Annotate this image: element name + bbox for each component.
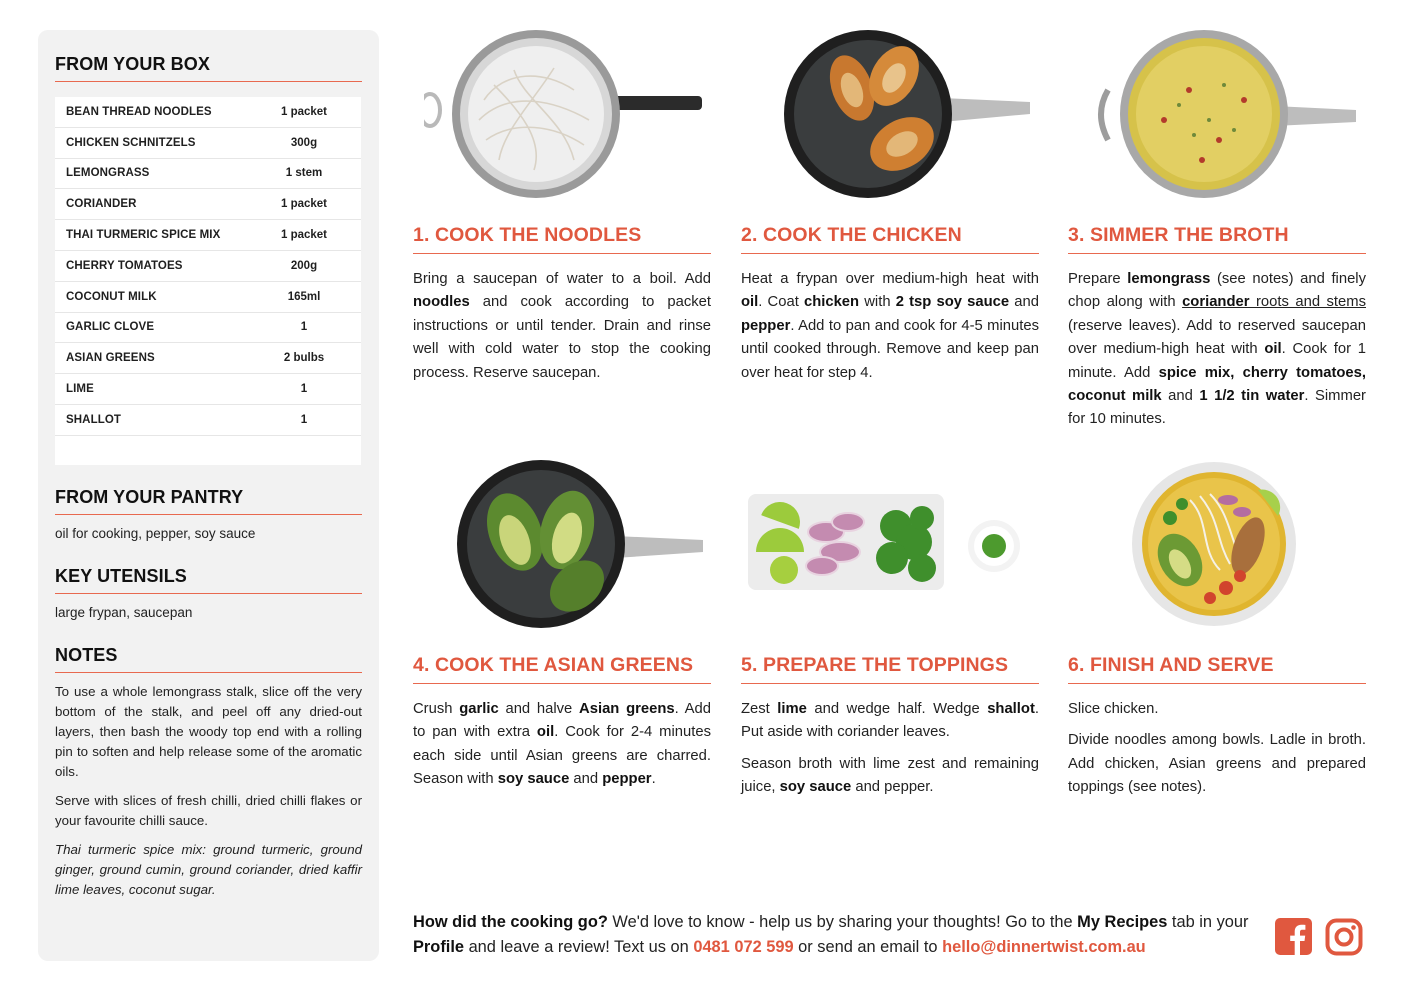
step-4 (413, 654, 711, 792)
step-4-title: 4. COOK THE ASIAN GREENS (413, 654, 711, 684)
ingredient-qty: 200g (290, 259, 318, 272)
step-text: . Put aside with coriander leaves. (741, 701, 1039, 741)
step-ingredient: Asian greens (579, 701, 675, 717)
ingredient-qty: 1 (300, 383, 308, 396)
step-text: Season broth with lime zest and remaining juice, (741, 755, 1039, 796)
ingredient-qty: 1 (300, 413, 308, 426)
step-text: Slice chicken. (1068, 701, 1159, 717)
step-5-title: 5. PREPARE THE TOPPINGS (741, 654, 1039, 684)
step-6 (1068, 654, 1366, 800)
step-text: Prepare (1068, 271, 1128, 287)
step-3-body (1068, 268, 1366, 432)
step-text: and pepper. (851, 779, 934, 796)
ingredient-row (55, 128, 361, 159)
ingredient-row (55, 97, 361, 128)
step-ingredient: coriander (1182, 294, 1250, 311)
step-text: . Add to pan and cook for 4-5 minutes until cooked through. Remove and keep pan over heat for step 4. (741, 317, 1039, 381)
feedback-question: How did the cooking go? (413, 913, 608, 931)
note-paragraph: Serve with slices of fresh chilli, dried chilli flakes or your favourite chilli sauce. (55, 793, 362, 828)
instagram-icon[interactable] (1325, 918, 1363, 956)
note-paragraph: Thai turmeric spice mix: ground turmeric, ground ginger, ground cumin, ground coriander, dried kaffir lime leaves, coconut sugar. (55, 842, 362, 897)
ingredient-qty: 165ml (287, 290, 321, 303)
utensils-section (55, 566, 362, 623)
feedback-footer (413, 910, 1263, 960)
ingredient-row (55, 159, 361, 190)
ingredient-row (55, 251, 361, 282)
footer-text: tab in your (1167, 913, 1249, 931)
step-text: and (569, 771, 603, 788)
step-text: . Cook for 2-4 minutes each side until Asian greens are charred. Season with (413, 724, 711, 788)
step-1 (413, 224, 711, 385)
ingredient-name: CORIANDER (66, 198, 137, 211)
step-text: and halve (498, 701, 580, 717)
toppings-tray-photo (746, 492, 1026, 592)
ingredient-name: CHERRY TOMATOES (66, 259, 183, 272)
step-5-body (741, 698, 1039, 800)
step-ingredient: soy sauce (779, 779, 852, 796)
noodles-in-colander-photo (424, 30, 702, 198)
ingredient-name: COCONUT MILK (66, 290, 157, 303)
pantry-text: oil for cooking, pepper, soy sauce (55, 526, 256, 541)
sidebar-panel (38, 30, 379, 961)
step-5 (741, 654, 1039, 800)
step-text: Crush (413, 701, 460, 717)
step-ingredient: soy sauce (497, 771, 570, 788)
step-ingredient: pepper (602, 771, 652, 788)
step-ingredient: pepper (741, 317, 791, 334)
profile-label: Profile (413, 938, 465, 956)
notes-heading: NOTES (55, 645, 362, 673)
step-ingredient: shallot (987, 701, 1035, 717)
step-text: and (1161, 388, 1200, 405)
step-4-body (413, 698, 711, 792)
step-ingredient: chicken (803, 294, 860, 311)
step-ingredient: spice mix, cherry tomatoes, coconut milk (1068, 364, 1366, 405)
ingredient-row (55, 313, 361, 344)
phone-link[interactable]: 0481 072 599 (693, 938, 794, 956)
ingredient-name: BEAN THREAD NOODLES (66, 105, 212, 118)
step-3-title: 3. SIMMER THE BROTH (1068, 224, 1366, 254)
step-text: . Add to pan with extra (413, 701, 711, 741)
ingredient-row (55, 189, 361, 220)
ingredients-table (55, 97, 361, 465)
step-1-title: 1. COOK THE NOODLES (413, 224, 711, 254)
step-text: with (859, 294, 896, 311)
facebook-icon[interactable] (1275, 918, 1312, 955)
ingredient-row (55, 343, 361, 374)
ingredient-qty: 2 bulbs (283, 352, 325, 365)
step-text: Heat a frypan over medium-high heat with (741, 271, 1039, 287)
step-2-title: 2. COOK THE CHICKEN (741, 224, 1039, 254)
step-6-title: 6. FINISH AND SERVE (1068, 654, 1366, 684)
footer-text: and leave a review! Text us on (464, 938, 694, 956)
step-ingredient: garlic (459, 701, 499, 717)
step-text: and (1009, 294, 1039, 311)
footer-text: We'd love to know - help us by sharing your thoughts! Go to the (607, 913, 1078, 931)
asian-greens-in-frypan-photo (455, 460, 703, 628)
pantry-section (55, 487, 362, 544)
step-ingredient: oil (1264, 341, 1282, 358)
utensils-text: large frypan, saucepan (55, 605, 193, 620)
ingredient-name: LIME (66, 383, 94, 396)
step-text: Zest (741, 701, 778, 717)
step-text: . Simmer for 10 minutes. (1068, 388, 1366, 428)
ingredient-qty: 1 stem (285, 167, 323, 180)
ingredient-name: GARLIC CLOVE (66, 321, 155, 334)
ingredient-qty: 1 packet (280, 198, 328, 211)
step-ingredient: oil (536, 724, 555, 741)
ingredient-qty: 1 packet (280, 229, 328, 242)
ingredient-qty: 300g (290, 136, 318, 149)
my-recipes-label: My Recipes (1077, 913, 1168, 931)
ingredient-qty: 1 packet (280, 105, 328, 118)
step-ingredient: oil (741, 294, 759, 311)
step-6-body (1068, 698, 1366, 800)
step-2 (741, 224, 1039, 385)
ingredient-name: ASIAN GREENS (66, 352, 155, 365)
ingredient-row (55, 220, 361, 251)
step-text: and cook according to packet instructions or until tender. Drain and rinse well with cold water to stop the cooking process. Reserve saucepan. (413, 294, 711, 381)
ingredient-row (55, 282, 361, 313)
from-your-box-heading: FROM YOUR BOX (55, 54, 362, 82)
step-ingredient: 2 tsp soy sauce (895, 294, 1010, 311)
ingredient-qty: 1 (300, 321, 308, 334)
ingredient-name: SHALLOT (66, 413, 121, 426)
note-paragraph: To use a whole lemongrass stalk, slice off the very bottom of the stalk, and peel off any dried-out layers, then bash the woody top end with a rolling pin to soften and help release some of the aromatic oils. (55, 684, 362, 779)
finished-bowl-photo (1130, 460, 1298, 628)
ingredient-name: CHICKEN SCHNITZELS (66, 136, 196, 149)
step-ingredient: lime (777, 701, 807, 717)
ingredient-name: LEMONGRASS (66, 167, 150, 180)
notes-section (55, 645, 362, 900)
ingredient-row (55, 374, 361, 405)
step-text: Divide noodles among bowls. Ladle in broth. Add chicken, Asian greens and prepared toppings (see notes). (1068, 732, 1366, 796)
utensils-heading: KEY UTENSILS (55, 566, 362, 594)
ingredient-row (55, 405, 361, 436)
step-text: (see notes) and finely chop along with (1068, 271, 1366, 311)
broth-in-saucepan-photo (1094, 30, 1356, 198)
footer-text: or send an email to (793, 938, 943, 956)
step-ingredient: 1 1/2 tin water (1199, 388, 1305, 405)
step-text: . Cook for 1 minute. Add (1068, 341, 1366, 381)
email-link[interactable]: hello@dinnertwist.com.au (942, 938, 1146, 956)
step-ingredient: lemongrass (1127, 271, 1211, 287)
step-3 (1068, 224, 1366, 432)
pantry-heading: FROM YOUR PANTRY (55, 487, 362, 515)
step-text: Bring a saucepan of water to a boil. Add (413, 271, 711, 287)
step-text: and wedge half. Wedge (806, 701, 988, 717)
step-text: roots and stems (1249, 294, 1366, 311)
ingredient-name: THAI TURMERIC SPICE MIX (66, 229, 221, 242)
step-text: . (651, 771, 656, 788)
step-text: (reserve leaves). Add to reserved saucepan over medium-high heat with (1068, 317, 1366, 358)
step-ingredient: noodles (413, 294, 470, 311)
step-1-body (413, 268, 711, 385)
step-2-body (741, 268, 1039, 385)
chicken-in-frypan-photo (782, 28, 1032, 198)
step-text: . Coat (758, 294, 804, 311)
